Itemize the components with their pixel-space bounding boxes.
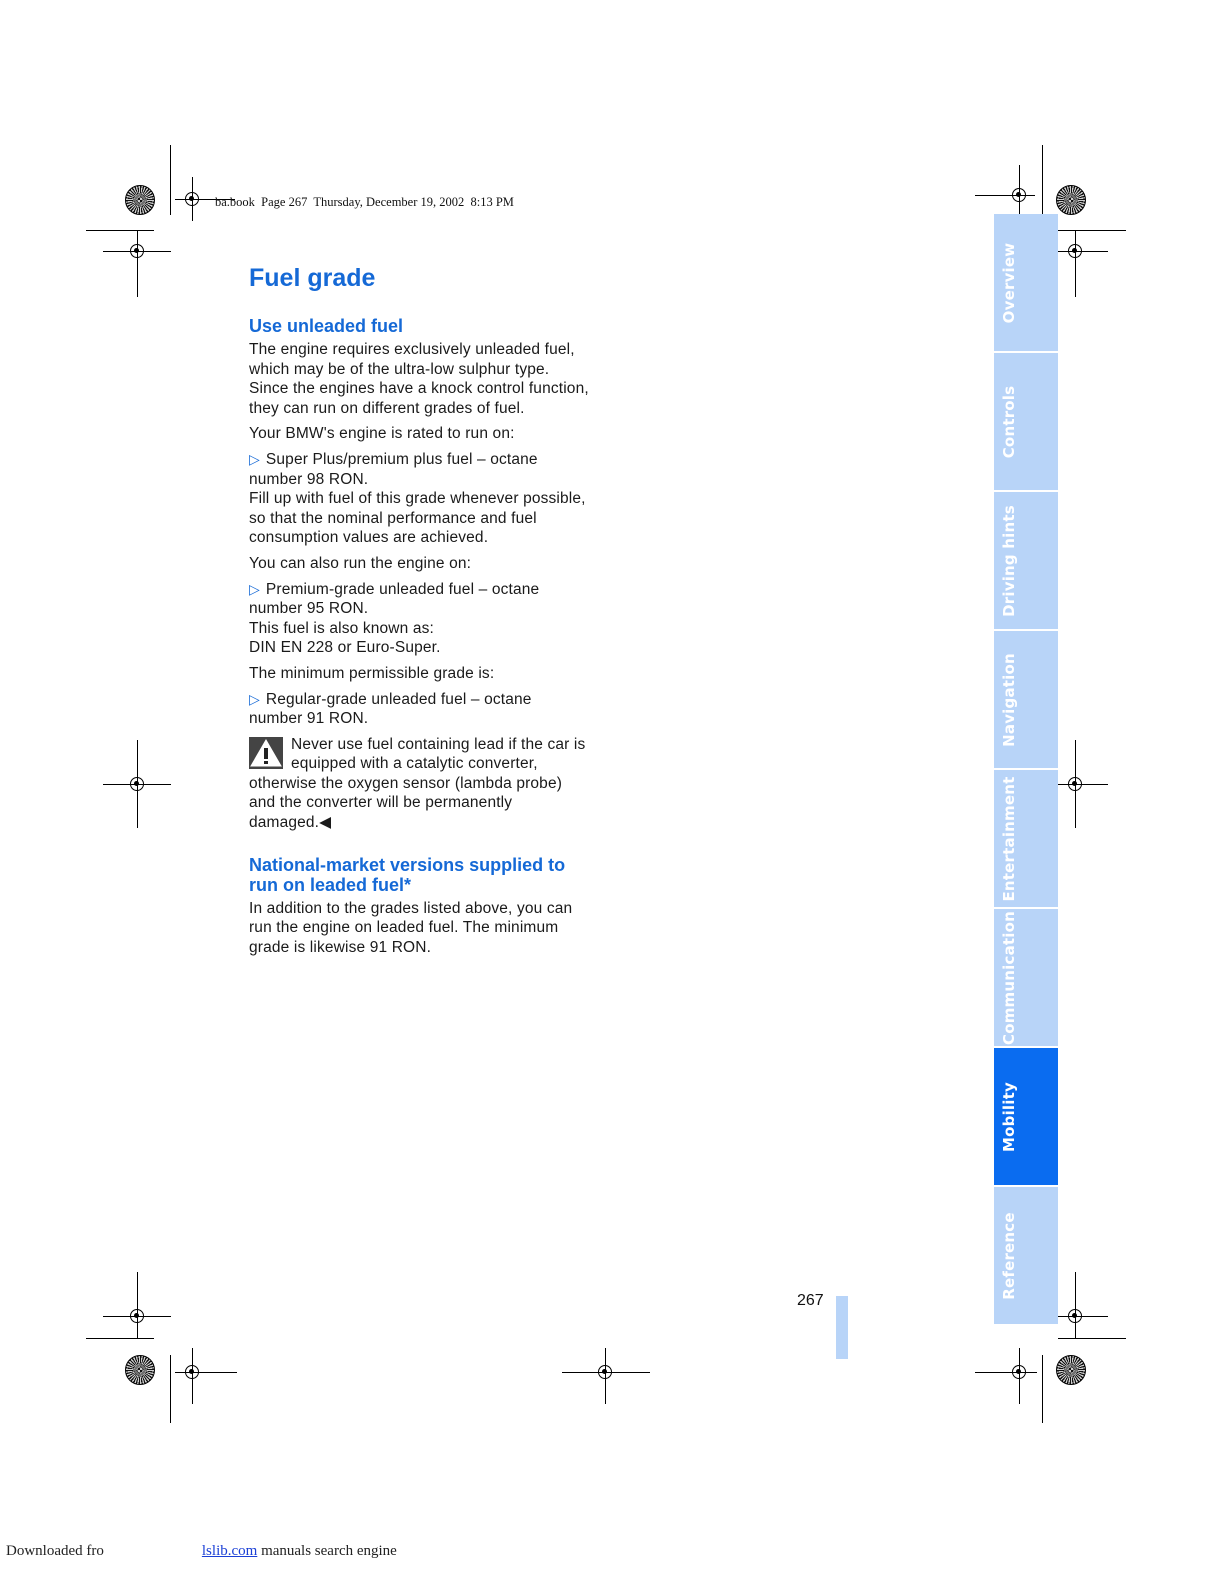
item-note: Fill up with fuel of this grade whenever possible, so that the nominal performance and fuel consumption values are achieved. xyxy=(249,490,586,547)
section-heading-leaded: National-market versions supplied to run on leaded fuel* xyxy=(249,854,566,895)
intro-paragraph: The engine requires exclusively unleaded fuel, which may be of the ultra-low sulphur type. Since the engines have a knock control function, they can run on different grades of fuel. xyxy=(249,341,589,417)
download-footer: Downloaded fro lslib.com manuals search engine xyxy=(6,1543,397,1559)
tab-entertainment[interactable]: Entertainment xyxy=(994,770,1058,907)
list-item: ▷ Premium-grade unleaded fuel – octane number 95 RON. xyxy=(249,580,540,618)
triangle-bullet-icon: ▷ xyxy=(249,580,260,597)
page-number-bar xyxy=(836,1296,848,1359)
print-header: ba.book Page 267 Thursday, December 19, 2002 8:13 PM xyxy=(215,195,514,209)
triangle-bullet-icon: ▷ xyxy=(249,450,260,467)
triangle-bullet-icon: ▷ xyxy=(249,690,260,707)
tab-driving-hints[interactable]: Driving hints xyxy=(994,492,1058,629)
warning-triangle-icon xyxy=(249,737,283,769)
also-run-text: You can also run the engine on: xyxy=(249,554,472,572)
leaded-paragraph: In addition to the grades listed above, you can run the engine on leaded fuel. The minimum grade is likewise 91 RON. xyxy=(249,899,573,956)
tab-controls[interactable]: Controls xyxy=(994,353,1058,490)
footer-link[interactable]: lslib.com xyxy=(201,1543,258,1559)
warning-note: Never use fuel containing lead if the car is equipped with a catalytic converter, otherwise the oxygen sensor (lambda probe) and the converter will be permanently damaged.◀ xyxy=(249,735,586,832)
tab-overview[interactable]: Overview xyxy=(994,214,1058,351)
main-content xyxy=(249,262,589,963)
page-title: Fuel grade xyxy=(249,264,376,292)
rated-on-text: Your BMW's engine is rated to run on: xyxy=(249,425,515,443)
chapter-tabs xyxy=(994,214,1058,1326)
tab-communication[interactable]: Communication xyxy=(994,909,1058,1046)
item-note: DIN EN 228 or Euro-Super. xyxy=(249,639,441,657)
list-item: ▷ Regular-grade unleaded fuel – octane number 91 RON. xyxy=(249,690,532,728)
tab-navigation[interactable]: Navigation xyxy=(994,631,1058,768)
list-item: ▷ Super Plus/premium plus fuel – octane number 98 RON. xyxy=(249,450,538,488)
section-heading-unleaded: Use unleaded fuel xyxy=(249,316,404,336)
tab-reference[interactable]: Reference xyxy=(994,1187,1058,1324)
page-number: 267 xyxy=(797,1292,824,1309)
item-note: This fuel is also known as: xyxy=(249,619,434,637)
tab-mobility[interactable]: Mobility xyxy=(994,1048,1058,1185)
minimum-grade-text: The minimum permissible grade is: xyxy=(249,664,495,682)
